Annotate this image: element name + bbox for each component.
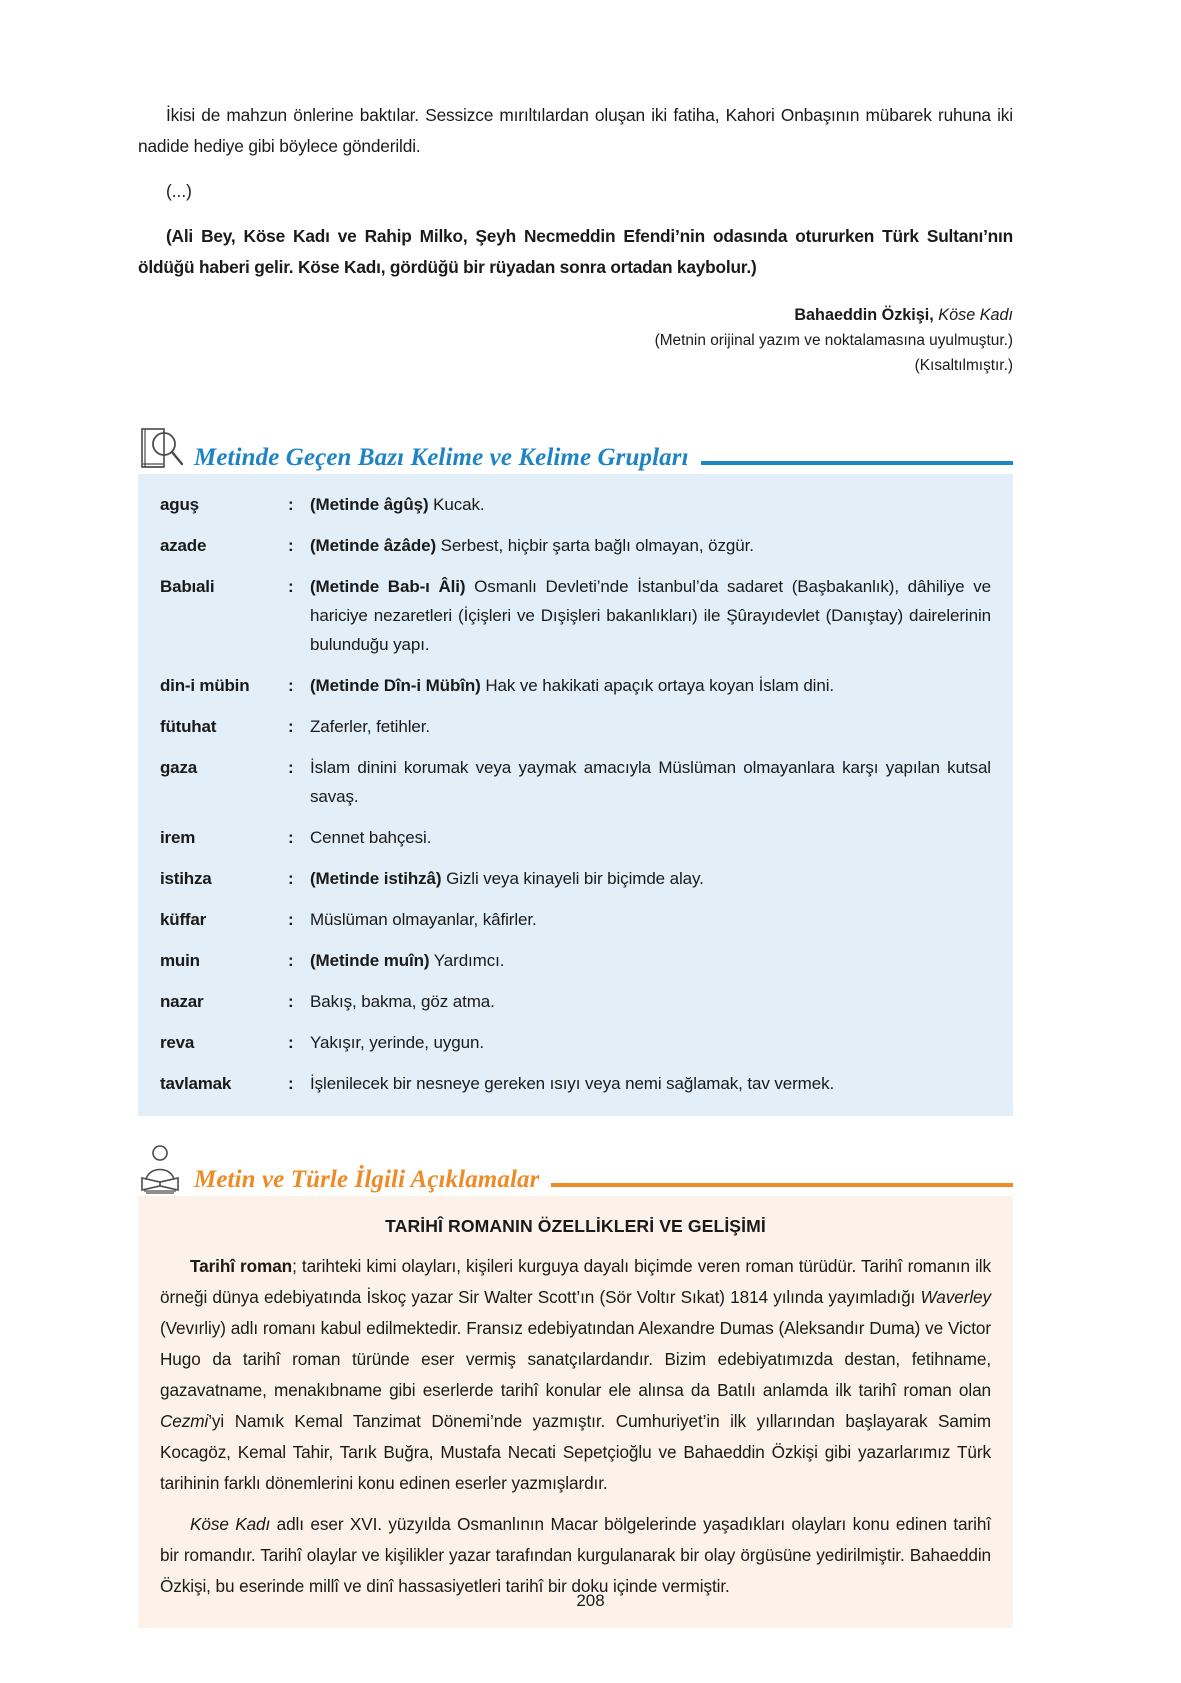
vocabulary-meaning: İslam dinini korumak veya yaymak amacıyla Müslüman olmayanlara karşı yapılan kutsal savaş. [310, 758, 991, 806]
vocabulary-meaning: Bakış, bakma, göz atma. [310, 992, 495, 1011]
vocabulary-meaning: Cennet bahçesi. [310, 828, 432, 847]
attribution-note-abridged: (Kısaltılmıştır.) [914, 357, 1013, 374]
vocabulary-term: gaza [160, 758, 197, 777]
vocabulary-entry [160, 753, 991, 811]
vocabulary-entry [160, 531, 991, 560]
vocabulary-meaning: Serbest, hiçbir şarta bağlı olmayan, özgür. [436, 536, 754, 555]
vocabulary-term: fütuhat [160, 717, 217, 736]
vocabulary-colon: : [288, 717, 294, 736]
vocabulary-definition [310, 671, 991, 700]
header-rule [701, 461, 1013, 465]
vocabulary-term: irem [160, 828, 196, 847]
vocabulary-entry [160, 1028, 991, 1057]
vocabulary-list [138, 474, 1013, 1116]
book-magnifier-icon [138, 422, 194, 474]
vocabulary-meaning: Kucak. [428, 495, 485, 514]
vocabulary-term: aguş [160, 495, 199, 514]
vocabulary-source-form: (Metinde Dîn-i Mübîn) [310, 676, 481, 695]
vocabulary-source-form: (Metinde âgûş) [310, 495, 429, 514]
vocabulary-meaning: Yakışır, yerinde, uygun. [310, 1033, 484, 1052]
vocabulary-definition [310, 823, 991, 852]
vocabulary-colon: : [288, 1033, 294, 1052]
vocabulary-entry [160, 1069, 991, 1098]
vocabulary-meaning: İşlenilecek bir nesneye gereken ısıyı veya nemi sağlamak, tav vermek. [310, 1074, 835, 1093]
vocabulary-term: reva [160, 1033, 195, 1052]
vocabulary-colon: : [288, 495, 294, 514]
vocabulary-meaning: Zaferler, fetihler. [310, 717, 430, 736]
vocabulary-entry [160, 712, 991, 741]
vocabulary-colon: : [288, 676, 294, 695]
explanation-section-title: Metin ve Türle İlgili Açıklamalar [194, 1166, 540, 1193]
vocabulary-colon: : [288, 869, 294, 888]
explanation-paragraph-2 [160, 1509, 991, 1602]
vocabulary-term: nazar [160, 992, 204, 1011]
vocabulary-entry [160, 987, 991, 1016]
page-number: 208 [576, 1591, 605, 1610]
vocabulary-entry [160, 572, 991, 659]
vocabulary-meaning: Gizli veya kinayeli bir biçimde alay. [441, 869, 704, 888]
vocabulary-source-form: (Metinde istihzâ) [310, 869, 442, 888]
vocabulary-definition [310, 987, 991, 1016]
attribution-work-title: Köse Kadı [938, 306, 1013, 324]
vocabulary-definition [310, 490, 991, 519]
vocabulary-definition [310, 572, 991, 659]
paragraph-part: adlı eser XVI. yüzyılda Osmanlının Macar bölgelerinde yaşadıkları olayları konu edinen tarihî bir romandır. Tarihî olaylar ve kişilikler yazar tarafından kurgulanarak bir olay örgüsüne yedirilmiştir. Bahaeddin Özkişi, bu eserinde millî ve dinî hassasiyetleri tarihî bir doku içinde vermiştir. [160, 1514, 991, 1596]
vocabulary-term: azade [160, 536, 207, 555]
vocabulary-term: istihza [160, 869, 212, 888]
vocabulary-definition [310, 1028, 991, 1057]
vocabulary-definition [310, 712, 991, 741]
vocabulary-entry [160, 823, 991, 852]
vocabulary-definition [310, 1069, 991, 1098]
attribution-line [138, 303, 1013, 328]
explanation-paragraph-1 [160, 1251, 991, 1499]
vocabulary-source-form: (Metinde muîn) [310, 951, 430, 970]
attribution-block [138, 303, 1013, 378]
vocabulary-entry [160, 490, 991, 519]
explanation-section-header [138, 1144, 1013, 1196]
explanation-body [138, 1196, 1013, 1628]
vocabulary-meaning: Müslüman olmayanlar, kâfirler. [310, 910, 537, 929]
novel-title-cezmi: Cezmi [160, 1411, 209, 1431]
lead-term: Tarihî roman [190, 1256, 293, 1276]
novel-title-kose-kadi: Köse Kadı [190, 1514, 271, 1534]
paragraph-part: (Vevırliy) adlı romanı kabul edilmektedir. Fransız edebiyatından Alexandre Dumas (Aleksandır Duma) ve Victor Hugo da tarihî roman türünde eser vermiş sanatçılardandır. Bizim edebiyatımızda destan, fetihname, gazavatname, menakıbname gibi eserlerde tarihî konular ele alınsa da Batılı anlamda ilk tarihî roman olan [160, 1318, 991, 1400]
vocabulary-term: Babıali [160, 577, 215, 596]
vocabulary-term: tavlamak [160, 1074, 232, 1093]
vocabulary-entry [160, 671, 991, 700]
vocabulary-colon: : [288, 951, 294, 970]
vocabulary-definition [310, 531, 991, 560]
vocabulary-meaning: Osmanlı Devleti’nde İstanbul’da sadaret (Başbakanlık), dâhiliye ve hariciye nezaretleri (İçişleri ve Dışişleri bakanlıkları) ile Şûrayıdevlet (Danıştay) dairelerinin bulunduğu yapı. [310, 577, 991, 654]
vocabulary-colon: : [288, 910, 294, 929]
vocabulary-definition [310, 946, 991, 975]
vocabulary-colon: : [288, 577, 294, 596]
vocabulary-colon: : [288, 828, 294, 847]
vocabulary-entry [160, 905, 991, 934]
vocabulary-colon: : [288, 992, 294, 1011]
vocabulary-entry [160, 946, 991, 975]
vocabulary-colon: : [288, 1074, 294, 1093]
attribution-author: Bahaeddin Özkişi, [794, 306, 934, 324]
vocabulary-definition [310, 864, 991, 893]
vocabulary-colon: : [288, 536, 294, 555]
paragraph-part: ; tarihteki kimi olayları, kişileri kurguya dayalı biçimde veren roman türüdür. Tarihî romanın ilk örneği dünya edebiyatında İskoç yazar Sir Walter Scott’ın (Sör Voltır Sıkat) 1814 yılında yayımladığı [160, 1256, 991, 1307]
vocabulary-term: muin [160, 951, 200, 970]
vocabulary-term: din-i mübin [160, 676, 250, 695]
vocabulary-definition [310, 753, 991, 811]
vocabulary-meaning: Yardımcı. [429, 951, 505, 970]
paragraph-part: ’yi Namık Kemal Tanzimat Dönemi’nde yazmıştır. Cumhuriyet’in ilk yıllarından başlayarak Samim Kocagöz, Kemal Tahir, Tarık Buğra, Mustafa Necati Sepetçioğlu ve Bahaeddin Özkişi gibi yazarlarımız Türk tarihinin farklı dönemlerini konu edinen eserler yazmışlardır. [160, 1411, 991, 1493]
vocabulary-entry [160, 864, 991, 893]
person-reading-book-icon [138, 1144, 194, 1196]
vocabulary-colon: : [288, 758, 294, 777]
vocabulary-section-header [138, 422, 1013, 474]
ellipsis-marker: (...) [166, 181, 192, 201]
header-rule [551, 1183, 1013, 1187]
explanation-heading: TARİHÎ ROMANIN ÖZELLİKLERİ VE GELİŞİMİ [385, 1216, 766, 1236]
vocabulary-term: küffar [160, 910, 207, 929]
vocabulary-definition [310, 905, 991, 934]
vocabulary-source-form: (Metinde Bab-ı Âli) [310, 577, 466, 596]
vocabulary-section-title: Metinde Geçen Bazı Kelime ve Kelime Grupları [194, 444, 689, 471]
story-paragraph: İkisi de mahzun önlerine baktılar. Sessizce mırıltılardan oluşan iki fatiha, Kahori Onbaşının mübarek ruhuna iki nadide hediye gibi böylece gönderildi. [138, 105, 1013, 156]
vocabulary-source-form: (Metinde âzâde) [310, 536, 437, 555]
novel-title-waverley: Waverley [920, 1287, 991, 1307]
plot-summary-paragraph: (Ali Bey, Köse Kadı ve Rahip Milko, Şeyh Necmeddin Efendi’nin odasında otururken Türk Sultanı’nın öldüğü haberi gelir. Köse Kadı, gördüğü bir rüyadan sonra ortadan kaybolur.) [138, 226, 1013, 277]
vocabulary-meaning: Hak ve hakikati apaçık ortaya koyan İslam dini. [480, 676, 835, 695]
attribution-note-original: (Metnin orijinal yazım ve noktalamasına uyulmuştur.) [654, 332, 1013, 349]
